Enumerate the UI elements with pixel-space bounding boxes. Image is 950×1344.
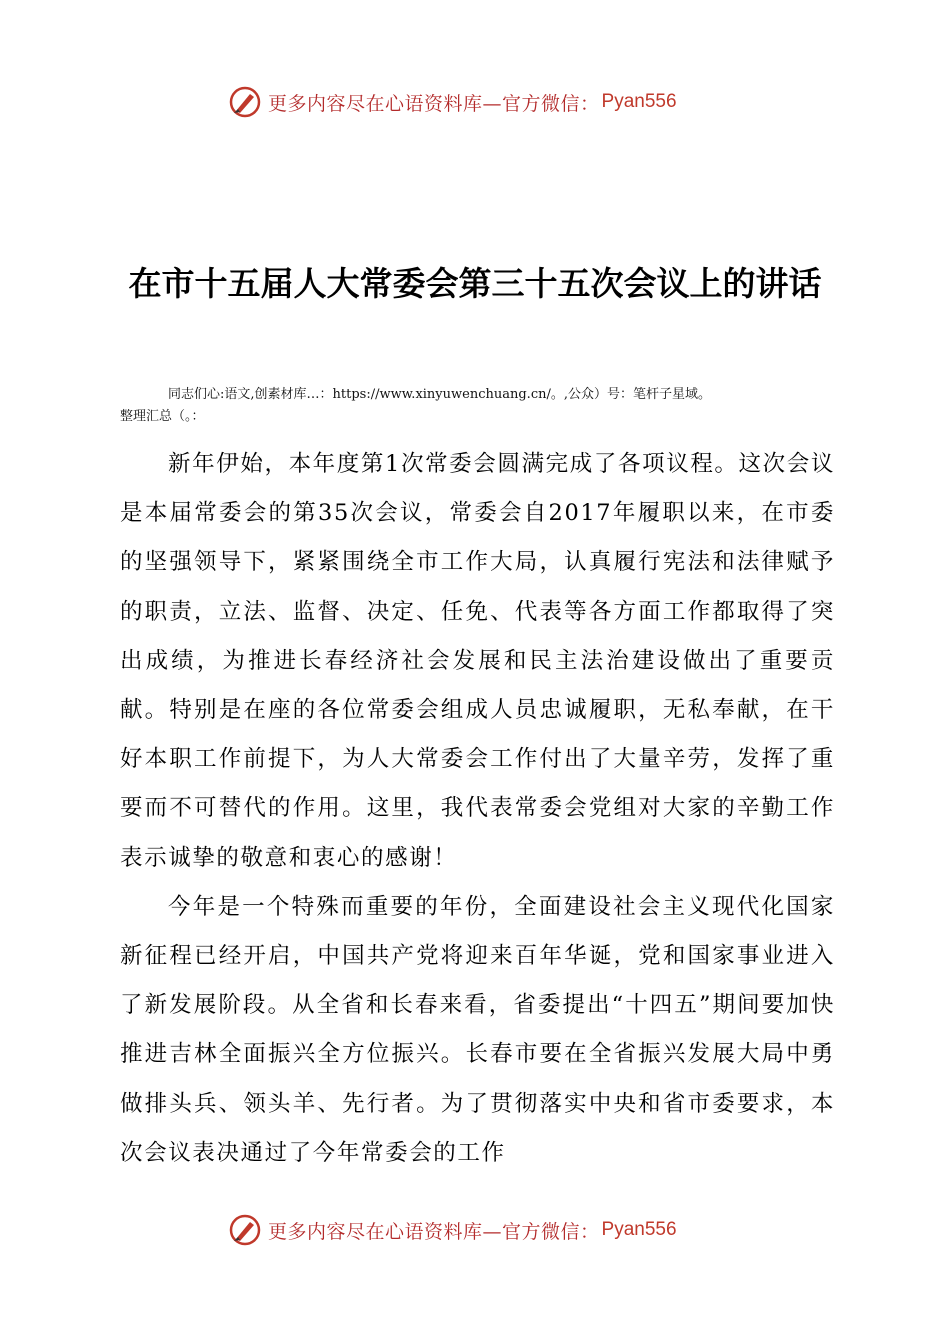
body-paragraph-2: 今年是一个特殊而重要的年份，全面建设社会主义现代化国家新征程已经开启，中国共产党将迎来百年华诞，党和国家事业进入了新发展阶段。从全省和长春来看，省委提出“十四五”期间要加快推进吉林全面振兴全方位振兴。长春市要在全省振兴发展大局中勇做排头兵、领头羊、先行者。为了贯彻落实中央和省市委要求，本次会议表决通过了今年常委会的工作	[120, 893, 835, 1166]
footer-banner	[228, 1210, 677, 1250]
source-note-line-2: 整理汇总（。：	[120, 409, 205, 424]
pen-logo-icon	[228, 1213, 262, 1247]
banner-text: 更多内容尽在心语资料库—官方微信：	[268, 1220, 600, 1243]
source-note-line-1: 同志们心:语文,创素材库…：https://www.xinyuwenchuang.cn/。,公众）号：笔杆子星域。	[168, 387, 711, 402]
source-note	[120, 384, 840, 428]
pen-logo-icon	[228, 85, 262, 119]
banner-wechat-id: Pyan556	[601, 91, 677, 112]
body-paragraph-1: 新年伊始，本年度第1次常委会圆满完成了各项议程。这次会议是本届常委会的第35次会议，常委会自2017年履职以来，在市委的坚强领导下，紧紧围绕全市工作大局，认真履行宪法和法律赋予的职责，立法、监督、决定、任免、代表等各方面工作都取得了突出成绩，为推进长春经济社会发展和民主法治建设做出了重要贡献。特别是在座的各位常委会组成人员忠诚履职，无私奉献，在干好本职工作前提下，为人大常委会工作付出了大量辛劳，发挥了重要而不可替代的作用。这里，我代表常委会党组对大家的辛勤工作表示诚挚的敬意和衷心的感谢！	[120, 451, 835, 871]
document-title: 在市十五届人大常委会第三十五次会议上的讲话	[128, 264, 822, 303]
banner-wechat-id: Pyan556	[601, 1219, 677, 1240]
header-banner	[228, 82, 677, 122]
document-body	[120, 440, 835, 1178]
banner-text: 更多内容尽在心语资料库—官方微信：	[268, 92, 600, 115]
